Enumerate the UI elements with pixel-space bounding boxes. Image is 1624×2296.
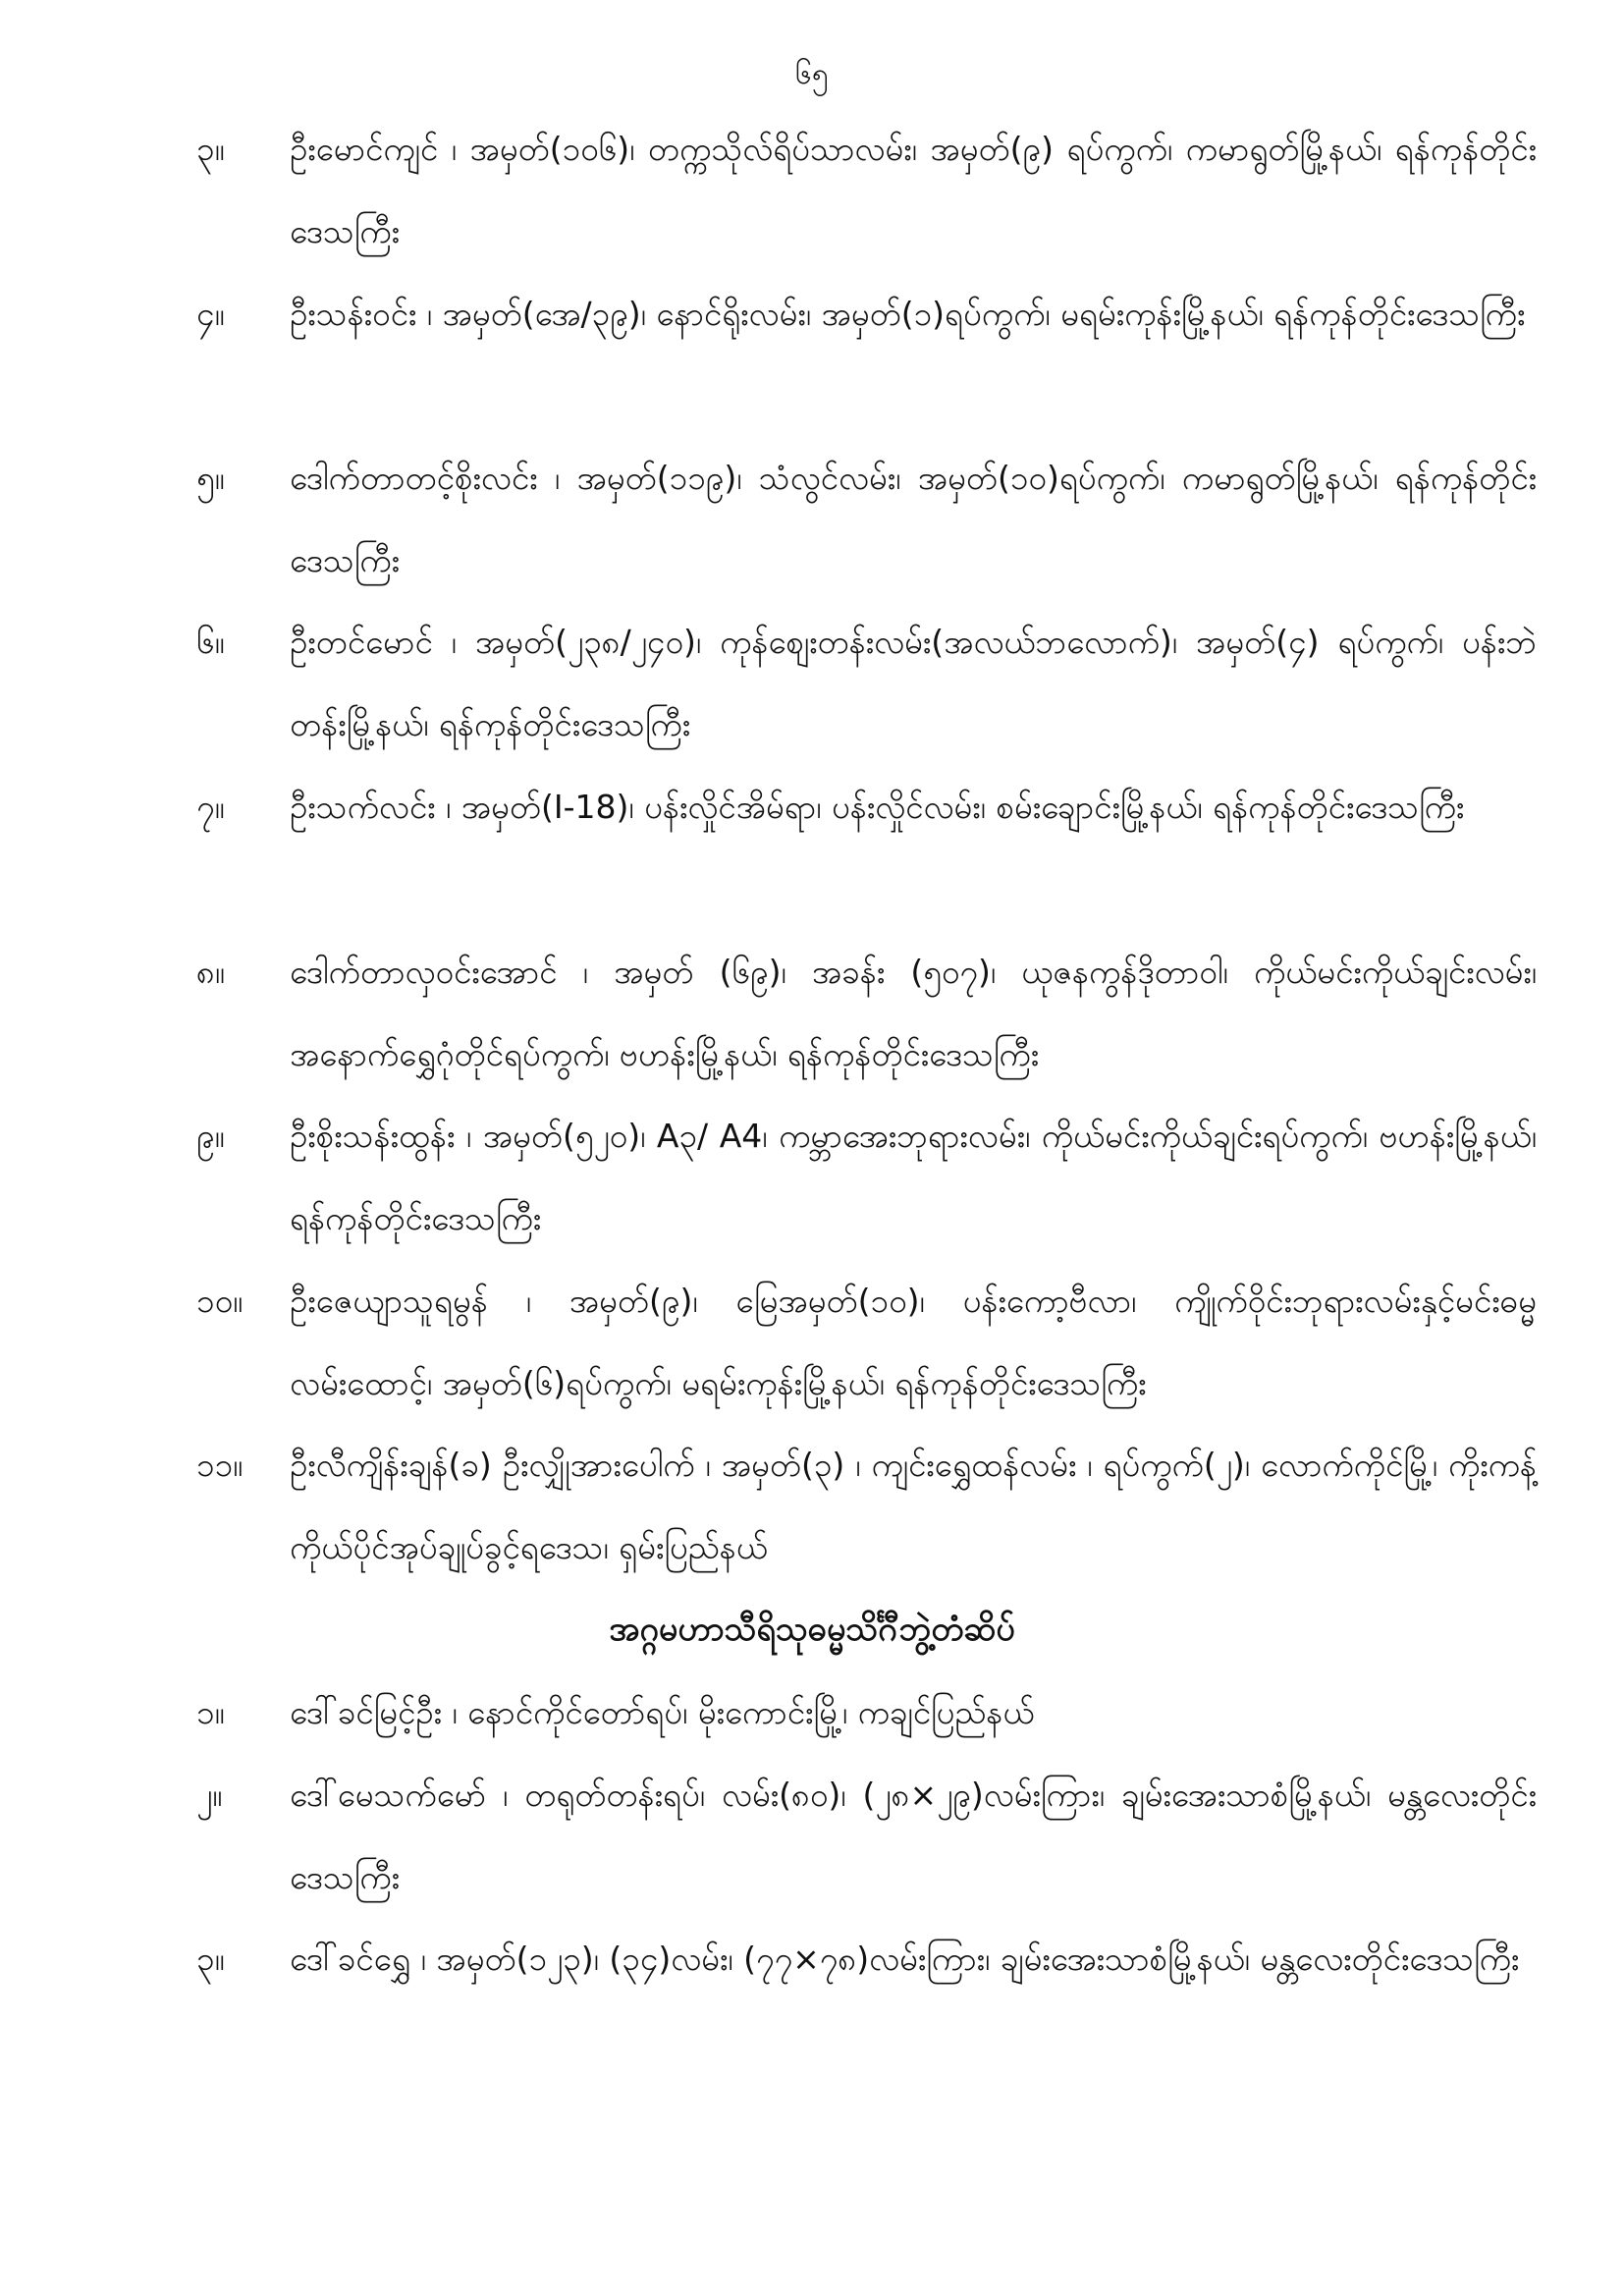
- list-item: [196, 766, 1537, 848]
- list-item: [196, 601, 1537, 766]
- list-item-text: ဦးစိုးသန်းထွန်း ၊ အမှတ်(၅၂၀)၊ A၃/ A4၊ ကမ္ဘာအေးဘုရားလမ်း၊ ကိုယ်မင်းကိုယ်ချင်းရပ်ကွက်၊ ဗဟန်းမြို့နယ်၊ ရန်ကုန်တိုင်းဒေသကြီး: [290, 1117, 1537, 1237]
- list-item-number: ၉။: [196, 1117, 225, 1155]
- list-item-number: ၅။: [196, 459, 225, 497]
- list-item-text: ဒေါက်တာတင့်စိုးလင်း ၊ အမှတ်(၁၁၉)၊ သံလွင်လမ်း၊ အမှတ်(၁၀)ရပ်ကွက်၊ ကမာရွတ်မြို့နယ်၊ ရန်ကုန်တိုင်းဒေသကြီး: [290, 459, 1537, 579]
- list-item-number: ၃။: [196, 130, 225, 168]
- list-item-number: ၆။: [196, 623, 225, 661]
- list-item-number: ၈။: [196, 953, 225, 991]
- list-item-text: ဦးသန်းဝင်း ၊ အမှတ်(အေ/၃၉)၊ နောင်ရိုးလမ်း၊ အမှတ်(၁)ရပ်ကွက်၊ မရမ်းကုန်းမြို့နယ်၊ ရန်ကုန်တိုင်းဒေသကြီး: [290, 295, 1526, 333]
- list-item-number: ၂။: [196, 1776, 223, 1814]
- list-item-number: ၁။: [196, 1693, 225, 1731]
- list-item-text: ဦးသက်လင်း ၊ အမှတ်(I-18)၊ ပန်းလှိုင်အိမ်ရာ၊ ပန်းလှိုင်လမ်း၊ စမ်းချောင်းမြို့နယ်၊ ရန်ကုန်တိုင်းဒေသကြီး: [290, 788, 1465, 826]
- list-item-text: ဦးဇေယျာသူရမွန် ၊ အမှတ်(၉)၊ မြေအမှတ်(၁၀)၊ ပန်းကော့ဗီလာ၊ ကျိုက်ဝိုင်းဘုရားလမ်းနှင့်မင်းဓမ္မလမ်းထောင့်၊ အမှတ်(၆)ရပ်ကွက်၊ မရမ်းကုန်းမြို့နယ်၊ ရန်ကုန်တိုင်းဒေသကြီး: [290, 1282, 1537, 1402]
- list-item-number: ၄။: [196, 295, 225, 333]
- page-number: ၆၅: [795, 57, 829, 91]
- list-item-text: ဦးမောင်ကျင် ၊ အမှတ်(၁၀၆)၊ တက္ကသိုလ်ရိပ်သာလမ်း၊ အမှတ်(၉) ရပ်ကွက်၊ ကမာရွတ်မြို့နယ်၊ ရန်ကုန်တိုင်းဒေသကြီး: [290, 130, 1537, 250]
- list-item-number: ၇။: [196, 788, 225, 826]
- list-item-text: ဒေါ်ခင်မြင့်ဦး ၊ နောင်ကိုင်တော်ရပ်၊ မိုးကောင်းမြို့၊ ကချင်ပြည်နယ်: [290, 1693, 1035, 1731]
- list-item: [196, 1918, 1537, 2000]
- list-item-text: ဒေါက်တာလှဝင်းအောင် ၊ အမှတ် (၆၉)၊ အခန်း (၅၀၇)၊ ယုဇနကွန်ဒိုတာဝါ၊ ကိုယ်မင်းကိုယ်ချင်းလမ်း၊ အနောက်ရွှေဂုံတိုင်ရပ်ကွက်၊ ဗဟန်းမြို့နယ်၊ ရန်ကုန်တိုင်းဒေသကြီး: [290, 953, 1537, 1073]
- list-item-number: ၁၀။: [196, 1282, 244, 1320]
- list-item: [196, 1671, 1537, 1754]
- list-item-text: ဦးလီကျိန်းချန်(ခ) ဦးလျှိုအားပေါက် ၊ အမှတ်(၃) ၊ ကျင်းရွှေထန်လမ်း ၊ ရပ်ကွက်(၂)၊ လောက်ကိုင်မြို့၊ ကိုးကန့်ကိုယ်ပိုင်အုပ်ချုပ်ခွင့်ရဒေသ၊ ရှမ်းပြည်နယ်: [290, 1446, 1537, 1566]
- list-item: [196, 273, 1537, 355]
- list-item-text: ဒေါ်ခင်ရွှေ ၊ အမှတ်(၁၂၃)၊ (၃၄)လမ်း၊ (၇၇×၇၈)လမ်းကြား၊ ချမ်းအေးသာစံမြို့နယ်၊ မန္တလေးတိုင်းဒေသကြီး: [290, 1940, 1520, 1978]
- list-item-text: ဦးတင်မောင် ၊ အမှတ်(၂၃၈/၂၄၀)၊ ကုန်စျေးတန်းလမ်း(အလယ်ဘလောက်)၊ အမှတ်(၄) ရပ်ကွက်၊ ပန်းဘဲတန်းမြို့နယ်၊ ရန်ကုန်တိုင်းဒေသကြီး: [290, 623, 1537, 743]
- list-item: [196, 108, 1537, 273]
- list-item-number: ၃။: [196, 1940, 225, 1978]
- list-item: [196, 437, 1537, 602]
- list-item-number: ၁၁။: [196, 1446, 244, 1484]
- list-item-text: ဒေါ်မေသက်မော် ၊ တရုတ်တန်းရပ်၊ လမ်း(၈၀)၊ (၂၈×၂၉)လမ်းကြား၊ ချမ်းအေးသာစံမြို့နယ်၊ မန္တလေးတိုင်းဒေသကြီး: [290, 1776, 1537, 1896]
- list-item: [196, 1424, 1537, 1589]
- list-item: [196, 1095, 1537, 1260]
- section-heading: အဂ္ဂမဟာသီရိသုဓမ္မသိင်္ဂီဘွဲ့တံဆိပ်: [609, 1610, 1015, 1649]
- list-item: [196, 1260, 1537, 1425]
- list-item: [196, 931, 1537, 1096]
- list-item: [196, 1754, 1537, 1919]
